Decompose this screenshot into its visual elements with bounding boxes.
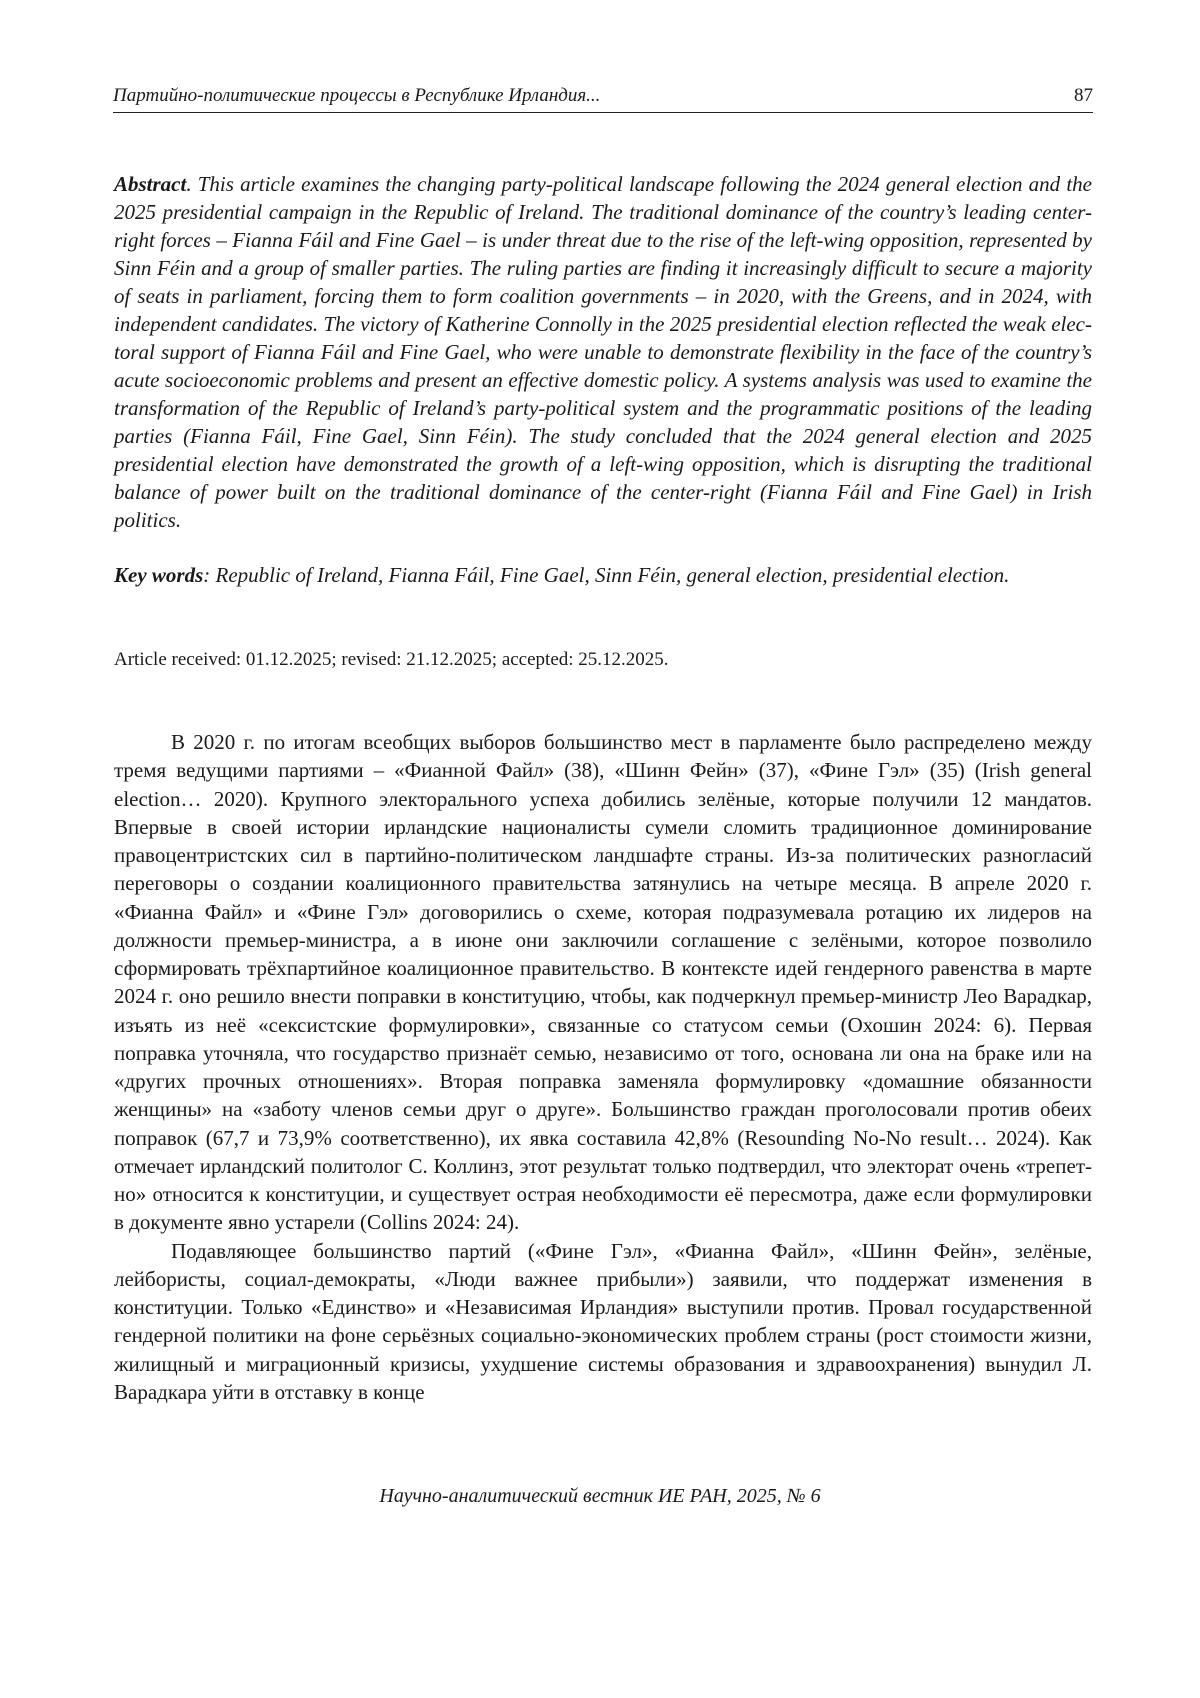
keywords-text: : Republic of Ireland, Fianna Fáil, Fine Gael, Sinn Féin, general election, presidential election. — [203, 563, 1010, 587]
keywords-label: Key words — [114, 563, 204, 587]
abstract — [114, 170, 1092, 534]
abstract-text: . This article examines the changing party-political landscape following the 2024 general election and the 2025 presidential campaign in the Republic of Ireland. The traditional dominance of the country’s leading center-right forces – Fianna Fáil and Fine Gael – is under threat due to the rise of the left-wing opposition, represented by Sinn Féin and a group of smaller parties. The ruling parties are finding it increasingly difficult to secure a majority of seats in parliament, forcing them to form coalition governments – in 2020, with the Greens, and in 2024, with independent candidates. The victory of Katherine Connolly in the 2025 presidential election reflected the weak electoral support of Fianna Fáil and Fine Gael, who were unable to demonstrate flexibility in the face of the country’s acute socioeconomic problems and present an effective domestic policy. A systems analysis was used to examine the transformation of the Republic of Ireland’s party-political system and the programmatic positions of the leading parties (Fianna Fáil, Fine Gael, Sinn Féin). The study concluded that the 2024 general election and 2025 presidential election have demonstrated the growth of a left-wing opposition, which is disrupting the traditional balance of power built on the traditional dominance of the center-right (Fianna Fáil and Fine Gael) in Irish politics. — [114, 172, 1092, 532]
article-dates: Article received: 01.12.2025; revised: 21.12.2025; accepted: 25.12.2025. — [114, 649, 669, 670]
body-paragraph: Подавляющее большинство партий («Фине Гэл», «Фианна Файл», «Шинн Фейн», зелёные, лейбористы, социал-демократы, «Люди важнее прибыли») заявили, что поддержат изменения в конституции. Только «Единство» и «Независимая Ирландия» выступили против. Провал государственной гендерной политики на фоне серьёзных социально-экономических проблем страны (рост стоимости жизни, жилищный и миграционный кризисы, ухудшение системы образования и здравоохранения) вынудил Л. Варадкара уйти в отставку в конце — [114, 1238, 1092, 1404]
keywords — [114, 561, 1092, 589]
journal-footer: Научно-аналитический вестник ИЕ РАН, 2025, № 6 — [379, 1485, 821, 1507]
page-number: 87 — [1074, 85, 1093, 106]
running-head — [113, 84, 1093, 108]
abstract-label: Abstract — [114, 172, 187, 196]
running-title: Партийно-политические процессы в Республике Ирландия... — [113, 85, 601, 106]
header-rule — [113, 112, 1093, 113]
body-paragraph: В 2020 г. по итогам всеобщих выборов большинство мест в парламенте было распределено между тремя ведущими партиями – «Фианной Файл» (38), «Шинн Фейн» (37), «Фине Гэл» (35) (Irish general election… 2020). Крупного электорального успеха добились зелёные, которые получили 12 мандатов. Впервые в своей истории ирландские националисты сумели сломить традиционное доминирование правоцентристских сил в партийно-политическом ландшафте страны. Из-за политических разногласий переговоры о создании коалиционного правительства затянулись на четыре месяца. В апреле 2020 г. «Фианна Файл» и «Фине Гэл» договорились о схеме, которая подразумевала ротацию их лидеров на должности премьер-министра, а в июне они заключили соглашение с зелёными, которое позволило сформировать трёхпартийное коалиционное правительство. В контексте идей гендерного равенства в марте 2024 г. оно решило внести поправки в конституцию, чтобы, как подчеркнул премьер-министр Лео Варадкар, изъять из неё «сексистские формулировки», связанные со статусом семьи (Охошин 2024: 6). Первая поправка уточняла, что государство признаёт семью, независимо от того, основана ли она на браке или на «других прочных отношениях». Вторая поправка заменяла формулировку «домашние обязанности женщины» на «заботу членов семьи друг о друге». Большинство граждан проголосовали против обеих поправок (67,7 и 73,9% соответственно), их явка составила 42,8% (Resounding No-No result… 2024). Как отмечает ирландский политолог С. Коллинз, этот результат только подтвердил, что электорат очень «трепетно» относится к конституции, и существует острая необходимости её пересмотра, даже если формулировки в документе явно устарели (Collins 2024: 24). — [114, 730, 1092, 1235]
article-body — [114, 728, 1092, 1406]
